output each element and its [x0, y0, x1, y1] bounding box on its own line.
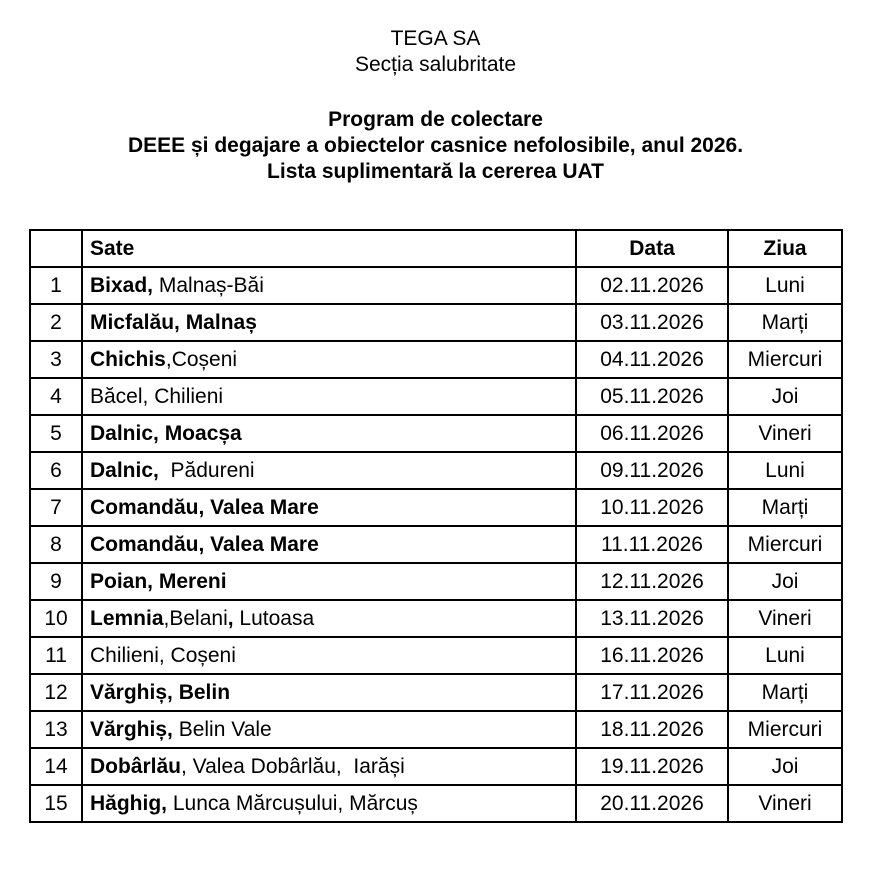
- row-date: 19.11.2026: [576, 748, 728, 785]
- row-number: 6: [30, 452, 82, 489]
- collection-schedule-table: [29, 229, 843, 823]
- table-row: [30, 748, 842, 785]
- village-text: ,Coșeni: [165, 347, 238, 371]
- row-villages: [82, 785, 576, 822]
- section-name: Secția salubritate: [354, 53, 517, 76]
- village-text: Poian, Mereni: [90, 569, 227, 593]
- table-row: [30, 378, 842, 415]
- company-name: TEGA SA: [390, 27, 481, 50]
- row-date: 04.11.2026: [576, 341, 728, 378]
- table-row: [30, 563, 842, 600]
- document-title: [0, 107, 871, 185]
- table-row: [30, 452, 842, 489]
- company-header: [0, 26, 871, 78]
- row-number: 3: [30, 341, 82, 378]
- row-number: 8: [30, 526, 82, 563]
- village-text: Malnaș-Băi: [153, 273, 264, 297]
- row-day: Joi: [728, 378, 842, 415]
- row-date: 10.11.2026: [576, 489, 728, 526]
- row-date: 06.11.2026: [576, 415, 728, 452]
- table-row: [30, 600, 842, 637]
- village-text: Lutoasa: [233, 606, 315, 630]
- village-text: Dobârlău: [90, 754, 182, 778]
- row-villages: [82, 526, 576, 563]
- village-text: Lunca Mărcușului, Mărcuș: [167, 791, 418, 815]
- village-text: Micfalău, Malnaș: [90, 310, 257, 334]
- title-line-1: Program de colectare: [328, 108, 543, 131]
- village-text: Dalnic, Moacșa: [90, 421, 242, 445]
- village-text: Chilieni, Coșeni: [90, 643, 236, 667]
- header-data: Data: [576, 230, 728, 267]
- row-number: 15: [30, 785, 82, 822]
- table-row: [30, 526, 842, 563]
- row-number: 1: [30, 267, 82, 304]
- table-row: [30, 341, 842, 378]
- row-day: Joi: [728, 563, 842, 600]
- row-day: Vineri: [728, 785, 842, 822]
- village-text: Pădureni: [158, 458, 255, 482]
- table-row: [30, 785, 842, 822]
- village-text: Comandău, Valea Mare: [90, 532, 319, 556]
- table-row: [30, 711, 842, 748]
- row-villages: [82, 489, 576, 526]
- row-date: 05.11.2026: [576, 378, 728, 415]
- header-sate: Sate: [82, 230, 576, 267]
- row-number: 11: [30, 637, 82, 674]
- row-date: 17.11.2026: [576, 674, 728, 711]
- row-date: 18.11.2026: [576, 711, 728, 748]
- table-row: [30, 674, 842, 711]
- village-text: Bixad,: [90, 273, 154, 297]
- row-day: Marți: [728, 489, 842, 526]
- village-text: Belin Vale: [172, 717, 272, 741]
- row-number: 4: [30, 378, 82, 415]
- table-row: [30, 489, 842, 526]
- row-date: 13.11.2026: [576, 600, 728, 637]
- row-number: 2: [30, 304, 82, 341]
- row-villages: [82, 600, 576, 637]
- row-day: Vineri: [728, 600, 842, 637]
- table-header-row: [30, 230, 842, 267]
- row-day: Miercuri: [728, 711, 842, 748]
- header-nr: [30, 230, 82, 267]
- row-day: Miercuri: [728, 341, 842, 378]
- row-villages: [82, 748, 576, 785]
- row-villages: [82, 378, 576, 415]
- row-day: Marți: [728, 674, 842, 711]
- table-row: [30, 304, 842, 341]
- row-number: 12: [30, 674, 82, 711]
- row-day: Luni: [728, 637, 842, 674]
- village-text: Comandău, Valea Mare: [90, 495, 319, 519]
- header-ziua: Ziua: [728, 230, 842, 267]
- row-villages: [82, 341, 576, 378]
- row-villages: [82, 674, 576, 711]
- title-line-3: Lista suplimentară la cererea UAT: [267, 160, 604, 183]
- row-villages: [82, 267, 576, 304]
- row-day: Vineri: [728, 415, 842, 452]
- village-text: Lemnia: [90, 606, 164, 630]
- village-text: Vărghiș,: [90, 717, 173, 741]
- row-number: 7: [30, 489, 82, 526]
- village-text: Dalnic,: [90, 458, 159, 482]
- row-number: 14: [30, 748, 82, 785]
- village-text: Băcel, Chilieni: [90, 384, 224, 408]
- row-villages: [82, 415, 576, 452]
- row-villages: [82, 304, 576, 341]
- row-number: 10: [30, 600, 82, 637]
- row-date: 02.11.2026: [576, 267, 728, 304]
- row-day: Luni: [728, 267, 842, 304]
- row-date: 09.11.2026: [576, 452, 728, 489]
- row-day: Joi: [728, 748, 842, 785]
- row-number: 13: [30, 711, 82, 748]
- village-text: ,Belani: [163, 606, 228, 630]
- table-body: [30, 267, 842, 822]
- village-text: Chichis: [90, 347, 166, 371]
- title-line-2: DEEE și degajare a obiectelor casnice nefolosibile, anul 2026.: [127, 134, 744, 157]
- village-text: , Valea Dobârlău, Iarăși: [181, 754, 405, 778]
- row-number: 5: [30, 415, 82, 452]
- row-date: 16.11.2026: [576, 637, 728, 674]
- row-date: 20.11.2026: [576, 785, 728, 822]
- row-day: Luni: [728, 452, 842, 489]
- row-day: Marți: [728, 304, 842, 341]
- row-villages: [82, 452, 576, 489]
- row-villages: [82, 637, 576, 674]
- table-row: [30, 267, 842, 304]
- table-row: [30, 637, 842, 674]
- village-text: Vărghiș, Belin: [90, 680, 231, 704]
- village-text: ,: [227, 606, 234, 630]
- row-villages: [82, 711, 576, 748]
- row-date: 11.11.2026: [576, 526, 728, 563]
- row-villages: [82, 563, 576, 600]
- row-day: Miercuri: [728, 526, 842, 563]
- village-text: Hăghig,: [90, 791, 167, 815]
- row-number: 9: [30, 563, 82, 600]
- row-date: 12.11.2026: [576, 563, 728, 600]
- row-date: 03.11.2026: [576, 304, 728, 341]
- table-row: [30, 415, 842, 452]
